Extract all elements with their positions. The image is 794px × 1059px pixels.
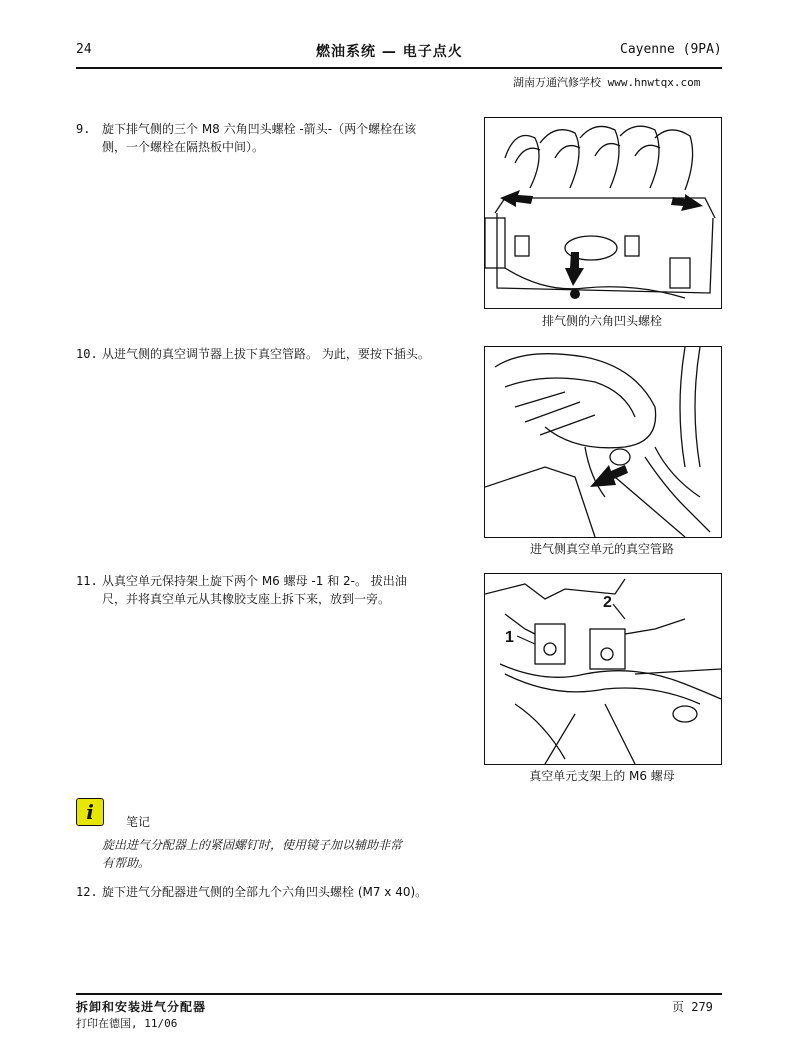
step-text-line: 从进气侧的真空调节器上拔下真空管路。 为此，要按下插头。	[102, 347, 430, 361]
step-number: 10.	[76, 347, 98, 361]
step-text-line: 从真空单元保持架上旋下两个 M6 螺母 -1 和 2-。 拔出油	[102, 574, 407, 588]
figure-caption: 排气侧的六角凹头螺栓	[541, 314, 662, 328]
step-9	[76, 120, 476, 160]
footer-title: 拆卸和安装进气分配器	[76, 1000, 207, 1014]
step-10	[76, 345, 476, 365]
step-12	[76, 883, 496, 903]
vacuum-illustration	[485, 347, 721, 537]
step-number: 9.	[76, 122, 91, 136]
step-text-line: 旋下排气侧的三个 M8 六角凹头螺栓 -箭头-（两个螺栓在该	[102, 122, 417, 136]
figure-exhaust-bolts	[484, 117, 722, 309]
note-text-line: 旋出进气分配器上的紧固螺钉时，使用镜子加以辅助非常	[102, 838, 403, 852]
step-text-line: 旋下进气分配器进气侧的全部九个六角凹头螺栓 (M7 x 40)。	[102, 885, 428, 899]
page-title: 燃油系统 — 电子点火	[316, 44, 463, 60]
footer-rule	[76, 993, 722, 995]
model-label: Cayenne (9PA)	[620, 42, 722, 57]
info-icon: i	[76, 798, 104, 826]
callout-label-1: 1	[505, 629, 514, 646]
engine-illustration	[485, 118, 721, 308]
step-text-line: 尺，并将真空单元从其橡胶支座上拆下来，放到一旁。	[102, 592, 391, 606]
note-title: 笔记	[126, 815, 151, 829]
step-text-line: 侧，一个螺栓在隔热板中间）。	[102, 140, 265, 154]
bracket-illustration	[485, 574, 721, 764]
footer-print-info: 打印在德国, 11/06	[76, 1017, 178, 1030]
footer-page: 页 279	[672, 1000, 713, 1014]
figure-caption: 真空单元支架上的 M6 螺母	[529, 769, 675, 783]
note-text-line: 有帮助。	[102, 856, 151, 870]
figure-m6-nuts	[484, 573, 722, 765]
step-number: 11.	[76, 574, 98, 588]
callout-label-2: 2	[603, 594, 612, 611]
note-body	[102, 836, 482, 872]
header-rule	[76, 67, 722, 69]
page-number: 24	[76, 42, 92, 57]
figure-caption: 进气侧真空单元的真空管路	[529, 542, 674, 556]
figure-vacuum-line	[484, 346, 722, 538]
watermark-text: 湖南万通汽修学校 www.hnwtqx.com	[513, 76, 701, 89]
step-number: 12.	[76, 885, 98, 899]
step-11	[76, 572, 476, 612]
